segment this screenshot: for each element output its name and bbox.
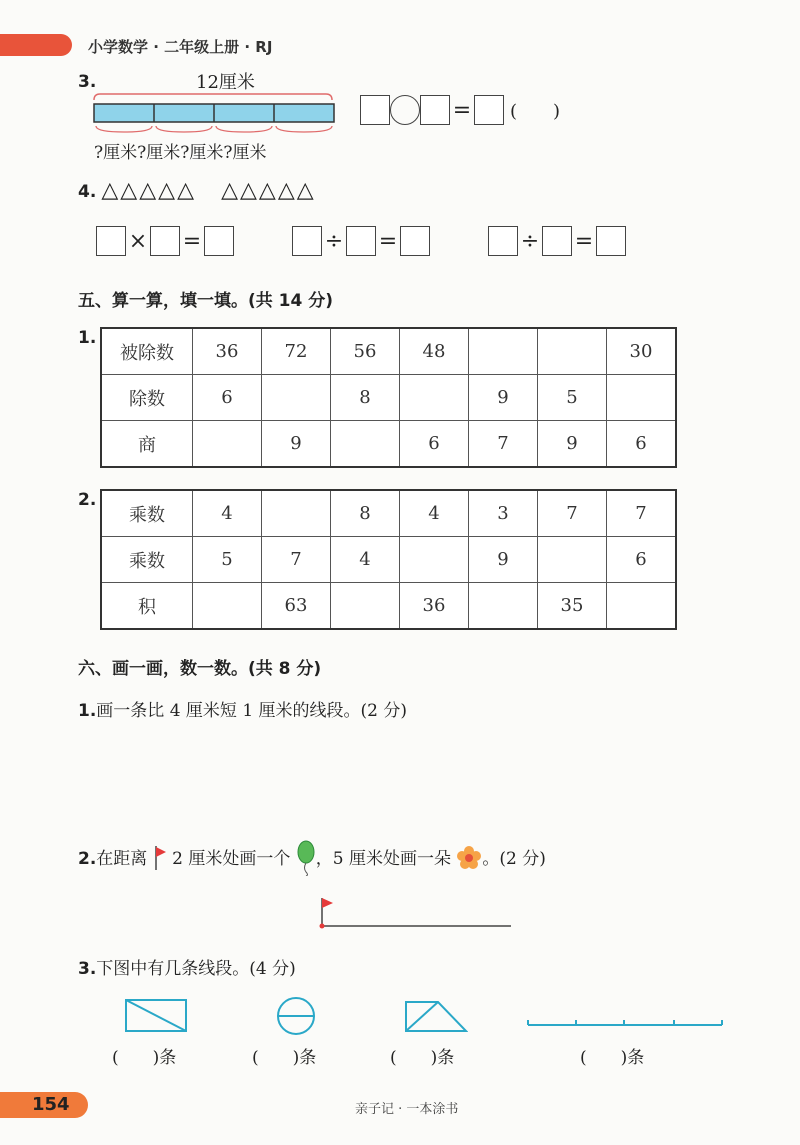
table-row xyxy=(101,537,676,583)
table-cell[interactable]: 36 xyxy=(193,328,262,375)
multiplication-table xyxy=(100,489,677,630)
header-title: 小学数学 · 二年级上册 · RJ xyxy=(88,38,273,56)
table-cell[interactable]: 6 xyxy=(400,421,469,468)
footer-brand: 亲子记 · 一本涂书 xyxy=(355,1102,459,1117)
table-cell[interactable] xyxy=(607,583,677,630)
q4-number: 4. xyxy=(78,182,97,202)
table-cell[interactable]: 6 xyxy=(607,421,677,468)
s6-q1-number: 1. xyxy=(78,701,97,721)
row-header: 除数 xyxy=(101,375,193,421)
table-cell[interactable]: 9 xyxy=(469,537,538,583)
table-cell[interactable] xyxy=(607,375,677,421)
table-cell[interactable]: 7 xyxy=(607,490,677,537)
table-cell[interactable]: 35 xyxy=(538,583,607,630)
triangle-group-2: △△△△△ xyxy=(221,178,316,203)
page-number: 154 xyxy=(32,1094,70,1115)
s6-q2-text: ，5 厘米处画一朵 xyxy=(315,849,451,869)
divide-sign: ÷ xyxy=(520,228,540,254)
q3-total-label: 12厘米 xyxy=(196,72,255,93)
q3-bar-diagram xyxy=(90,90,340,142)
s6-q2-text: 在距离 xyxy=(96,849,148,869)
table-cell[interactable]: 4 xyxy=(400,490,469,537)
table-cell[interactable]: 5 xyxy=(538,375,607,421)
figure-circle-diameter xyxy=(276,996,316,1036)
s6-q2-text: 2 厘米处画一个 xyxy=(172,849,291,869)
table-row xyxy=(101,375,676,421)
drawing-area-1[interactable] xyxy=(90,728,740,824)
part-label: ?厘米 xyxy=(180,143,224,163)
answer-2[interactable]: ( )条 xyxy=(252,1048,317,1068)
table-cell[interactable] xyxy=(469,583,538,630)
balloon-icon xyxy=(296,840,316,876)
row-header: 乘数 xyxy=(101,537,193,583)
s6-q3-number: 3. xyxy=(78,959,97,979)
figure-rectangle-diagonal xyxy=(124,998,188,1034)
table-cell[interactable]: 48 xyxy=(400,328,469,375)
table-cell[interactable]: 8 xyxy=(331,490,400,537)
q3-equation xyxy=(360,95,560,125)
answer-box[interactable] xyxy=(346,226,376,256)
answer-box[interactable] xyxy=(150,226,180,256)
q4-eq-1 xyxy=(96,226,234,256)
answer-box[interactable] xyxy=(360,95,390,125)
table-cell[interactable]: 72 xyxy=(262,328,331,375)
q4-row xyxy=(78,178,316,203)
division-table xyxy=(100,327,677,468)
part-label: ?厘米 xyxy=(223,143,267,163)
q3-number: 3. xyxy=(78,72,97,92)
table-cell[interactable] xyxy=(262,375,331,421)
table-cell[interactable]: 7 xyxy=(262,537,331,583)
s6-q2 xyxy=(78,840,546,876)
table-cell[interactable]: 6 xyxy=(193,375,262,421)
table-cell[interactable] xyxy=(262,490,331,537)
answer-box[interactable] xyxy=(400,226,430,256)
table-cell[interactable]: 56 xyxy=(331,328,400,375)
section-5-title: 五、算一算，填一填。(共 14 分) xyxy=(78,291,334,311)
table-cell[interactable]: 63 xyxy=(262,583,331,630)
table-cell[interactable]: 3 xyxy=(469,490,538,537)
table-cell[interactable] xyxy=(331,421,400,468)
flag-ray-diagram[interactable] xyxy=(315,892,515,932)
table-cell[interactable]: 36 xyxy=(400,583,469,630)
table-cell[interactable]: 7 xyxy=(538,490,607,537)
table-cell[interactable] xyxy=(538,328,607,375)
table-row xyxy=(101,421,676,468)
q3-part-labels xyxy=(94,138,267,163)
unit-paren[interactable]: ( ) xyxy=(510,101,561,122)
table-cell[interactable]: 6 xyxy=(607,537,677,583)
section-6-title: 六、画一画，数一数。(共 8 分) xyxy=(78,659,322,679)
s6-q2-number: 2. xyxy=(78,849,97,869)
row-header: 乘数 xyxy=(101,490,193,537)
table-cell[interactable]: 8 xyxy=(331,375,400,421)
table-cell[interactable]: 7 xyxy=(469,421,538,468)
table-cell[interactable]: 4 xyxy=(331,537,400,583)
header-tab xyxy=(0,34,72,56)
q4-eq-2 xyxy=(292,226,430,256)
s6-q3 xyxy=(78,954,296,979)
table-cell[interactable]: 5 xyxy=(193,537,262,583)
answer-box[interactable] xyxy=(488,226,518,256)
answer-box[interactable] xyxy=(596,226,626,256)
s6-q2-text: 。(2 分) xyxy=(482,849,546,869)
table-cell[interactable] xyxy=(400,537,469,583)
flag-icon xyxy=(153,844,167,870)
table-cell[interactable] xyxy=(331,583,400,630)
part-label: ?厘米 xyxy=(137,143,181,163)
flower-icon xyxy=(456,845,482,871)
equals-sign: = xyxy=(378,228,398,254)
table-cell[interactable] xyxy=(193,583,262,630)
answer-4[interactable]: ( )条 xyxy=(580,1048,645,1068)
answer-box[interactable] xyxy=(292,226,322,256)
table-cell[interactable] xyxy=(538,537,607,583)
figure-trapezoid xyxy=(404,998,468,1034)
table-row xyxy=(101,583,676,630)
answer-box[interactable] xyxy=(420,95,450,125)
row-header: 被除数 xyxy=(101,328,193,375)
answer-box[interactable] xyxy=(96,226,126,256)
table-cell[interactable]: 9 xyxy=(262,421,331,468)
table-cell[interactable]: 9 xyxy=(469,375,538,421)
answer-box[interactable] xyxy=(204,226,234,256)
table-cell[interactable] xyxy=(400,375,469,421)
table2-number: 2. xyxy=(78,490,97,510)
equals-sign: = xyxy=(452,97,472,123)
part-label: ?厘米 xyxy=(94,143,138,163)
s6-q1-text: 画一条比 4 厘米短 1 厘米的线段。(2 分) xyxy=(96,701,408,721)
triangle-group-1: △△△△△ xyxy=(101,178,196,203)
answer-3[interactable]: ( )条 xyxy=(390,1048,455,1068)
times-sign: × xyxy=(128,228,148,254)
table1-number: 1. xyxy=(78,328,97,348)
s6-q3-text: 下图中有几条线段。(4 分) xyxy=(96,959,296,979)
equals-sign: = xyxy=(574,228,594,254)
equals-sign: = xyxy=(182,228,202,254)
table-cell[interactable]: 9 xyxy=(538,421,607,468)
operator-circle[interactable] xyxy=(390,95,420,125)
top-bracket xyxy=(94,94,332,100)
table-cell[interactable] xyxy=(193,421,262,468)
answer-1[interactable]: ( )条 xyxy=(112,1048,177,1068)
table-cell[interactable]: 4 xyxy=(193,490,262,537)
row-header: 积 xyxy=(101,583,193,630)
table-cell[interactable] xyxy=(469,328,538,375)
answer-box[interactable] xyxy=(542,226,572,256)
s6-q1 xyxy=(78,696,407,721)
table-row xyxy=(101,490,676,537)
table-row xyxy=(101,328,676,375)
table-cell[interactable]: 30 xyxy=(607,328,677,375)
divide-sign: ÷ xyxy=(324,228,344,254)
figure-segmented-line xyxy=(526,1014,726,1030)
q4-eq-3 xyxy=(488,226,626,256)
row-header: 商 xyxy=(101,421,193,468)
answer-box[interactable] xyxy=(474,95,504,125)
